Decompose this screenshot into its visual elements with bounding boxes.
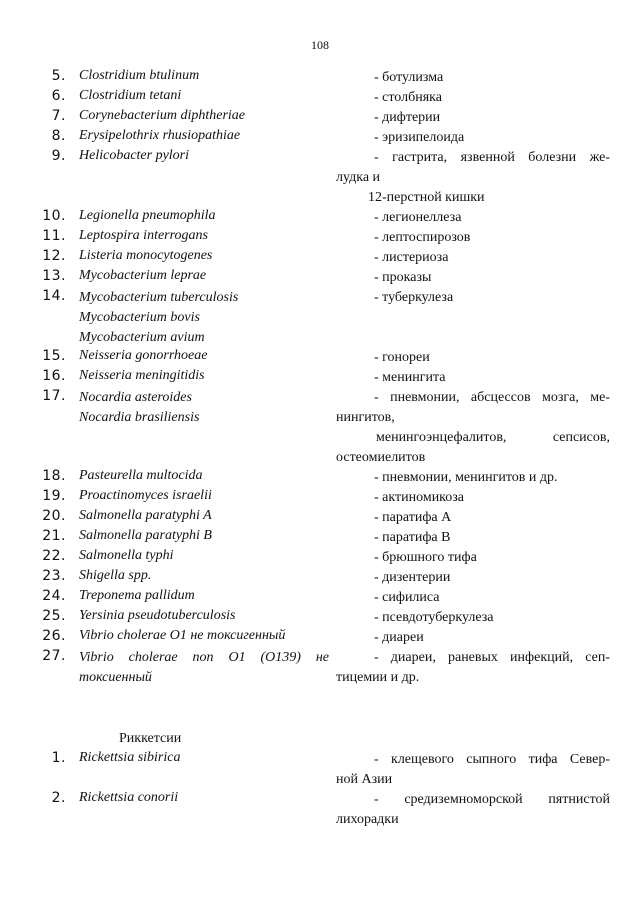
item-number: 22. [42, 548, 66, 564]
organism-name: Yersinia pseudotuberculosis [79, 608, 236, 623]
list-item [0, 268, 640, 288]
list-item [0, 588, 640, 608]
list-item [0, 790, 640, 827]
item-number: 17. [42, 388, 66, 404]
organism-name: Vibrio cholerae non O1 (O139) не токсиенный [79, 650, 329, 685]
list-item [0, 488, 640, 508]
organism-name: Erysipelothrix rhusiopathiae [79, 128, 241, 143]
list-item [0, 348, 640, 368]
organism-name: Vibrio cholerae O1 не токсигенный [79, 628, 286, 643]
disease-text: - проказы [374, 270, 432, 285]
item-number: 14. [42, 288, 66, 304]
organism-name: Rickettsia conorii [79, 790, 179, 805]
item-number: 5. [51, 68, 66, 84]
item-number: 6. [51, 88, 66, 104]
item-number: 15. [42, 348, 66, 364]
disease-text: - пневмонии, абсцессов мозга, ме- нингитов, менингоэнцефалитов, сепсисов, остеомиелитов [336, 390, 610, 465]
item-number: 19. [42, 488, 66, 504]
disease-text: - брюшного тифа [374, 550, 477, 565]
item-number: 8. [51, 128, 66, 144]
disease-text: - туберкулеза [374, 290, 454, 305]
section-title-rickettsia: Риккетсии [119, 731, 182, 746]
organism-name: Corynebacterium diphtheriae [79, 108, 246, 123]
item-number: 1. [51, 750, 66, 766]
organism-name: Shigella spp. [79, 568, 152, 583]
disease-text: - паратифа В [374, 530, 451, 545]
item-number: 11. [42, 228, 66, 244]
organism-name: Nocardia asteroides Nocardia brasiliensis [79, 390, 200, 425]
organism-name: Mycobacterium tuberculosis Mycobacterium bovis Mycobacterium avium [79, 290, 239, 345]
disease-text: - клещевого сыпного тифа Север- ной Азии [336, 752, 610, 787]
disease-text: - ботулизма [374, 70, 444, 85]
list-item [0, 368, 640, 388]
page-number: 108 [311, 38, 329, 52]
disease-text: - паратифа А [374, 510, 452, 525]
list-item [0, 648, 640, 685]
disease-text: - диареи [374, 630, 424, 645]
disease-text: - дифтерии [374, 110, 441, 125]
item-number: 2. [51, 790, 66, 806]
disease-text: - пневмонии, менингитов и др. [374, 470, 558, 485]
list-item [0, 528, 640, 548]
item-number: 21. [42, 528, 66, 544]
disease-text: - актиномикоза [374, 490, 465, 505]
item-number: 27. [42, 648, 66, 664]
item-number: 10. [42, 208, 66, 224]
item-number: 25. [42, 608, 66, 624]
organism-name: Legionella pneumophila [79, 208, 216, 223]
item-number: 20. [42, 508, 66, 524]
list-item [0, 508, 640, 528]
disease-text: - диареи, раневых инфекций, сеп- тицемии и др. [336, 650, 610, 685]
organism-name: Clostridium tetani [79, 88, 182, 103]
disease-text: - гонореи [374, 350, 430, 365]
disease-text: - легионеллеза [374, 210, 462, 225]
organism-name: Clostridium btulinum [79, 68, 200, 83]
item-number: 24. [42, 588, 66, 604]
organism-name: Salmonella paratyphi B [79, 528, 212, 543]
list-item [0, 148, 640, 205]
organism-name: Salmonella paratyphi A [79, 508, 212, 523]
disease-text: - средиземноморской пятнистой лихорадки [336, 792, 610, 827]
list-item [0, 88, 640, 108]
list-item [0, 228, 640, 248]
list-item [0, 388, 640, 465]
list-item [0, 248, 640, 268]
item-number: 16. [42, 368, 66, 384]
organism-name: Neisseria meningitidis [79, 368, 205, 383]
organism-name: Salmonella typhi [79, 548, 174, 563]
organism-name: Helicobacter pylori [79, 148, 190, 163]
list-item [0, 68, 640, 88]
item-number: 13. [42, 268, 66, 284]
disease-text: - менингита [374, 370, 446, 385]
organism-name: Mycobacterium leprae [79, 268, 207, 283]
item-number: 9. [51, 148, 66, 164]
list-item [0, 108, 640, 128]
list-item [0, 568, 640, 588]
organism-name: Pasteurella multocida [79, 468, 203, 483]
disease-text: - гастрита, язвенной болезни же- лудка и 12-перстной кишки [336, 150, 610, 205]
disease-text: - лептоспирозов [374, 230, 471, 245]
item-number: 12. [42, 248, 66, 264]
list-item [0, 288, 640, 345]
item-number: 26. [42, 628, 66, 644]
organism-name: Listeria monocytogenes [79, 248, 213, 263]
disease-text: - дизентерии [374, 570, 451, 585]
organism-name: Proactinomyces israelii [79, 488, 212, 503]
list-item [0, 468, 640, 488]
organism-name: Rickettsia sibirica [79, 750, 181, 765]
item-number: 7. [51, 108, 66, 124]
disease-text: - листериоза [374, 250, 449, 265]
list-item [0, 208, 640, 228]
item-number: 18. [42, 468, 66, 484]
organism-name: Neisseria gonorrhoeae [79, 348, 208, 363]
list-item [0, 548, 640, 568]
disease-text: - псевдотуберкулеза [374, 610, 494, 625]
disease-text: - эризипелоида [374, 130, 465, 145]
organism-name: Treponema pallidum [79, 588, 195, 603]
list-item [0, 128, 640, 148]
organism-name: Leptospira interrogans [79, 228, 208, 243]
disease-text: - столбняка [374, 90, 442, 105]
list-item [0, 628, 640, 648]
disease-text: - сифилиса [374, 590, 440, 605]
item-number: 23. [42, 568, 66, 584]
list-item [0, 608, 640, 628]
list-item [0, 750, 640, 787]
